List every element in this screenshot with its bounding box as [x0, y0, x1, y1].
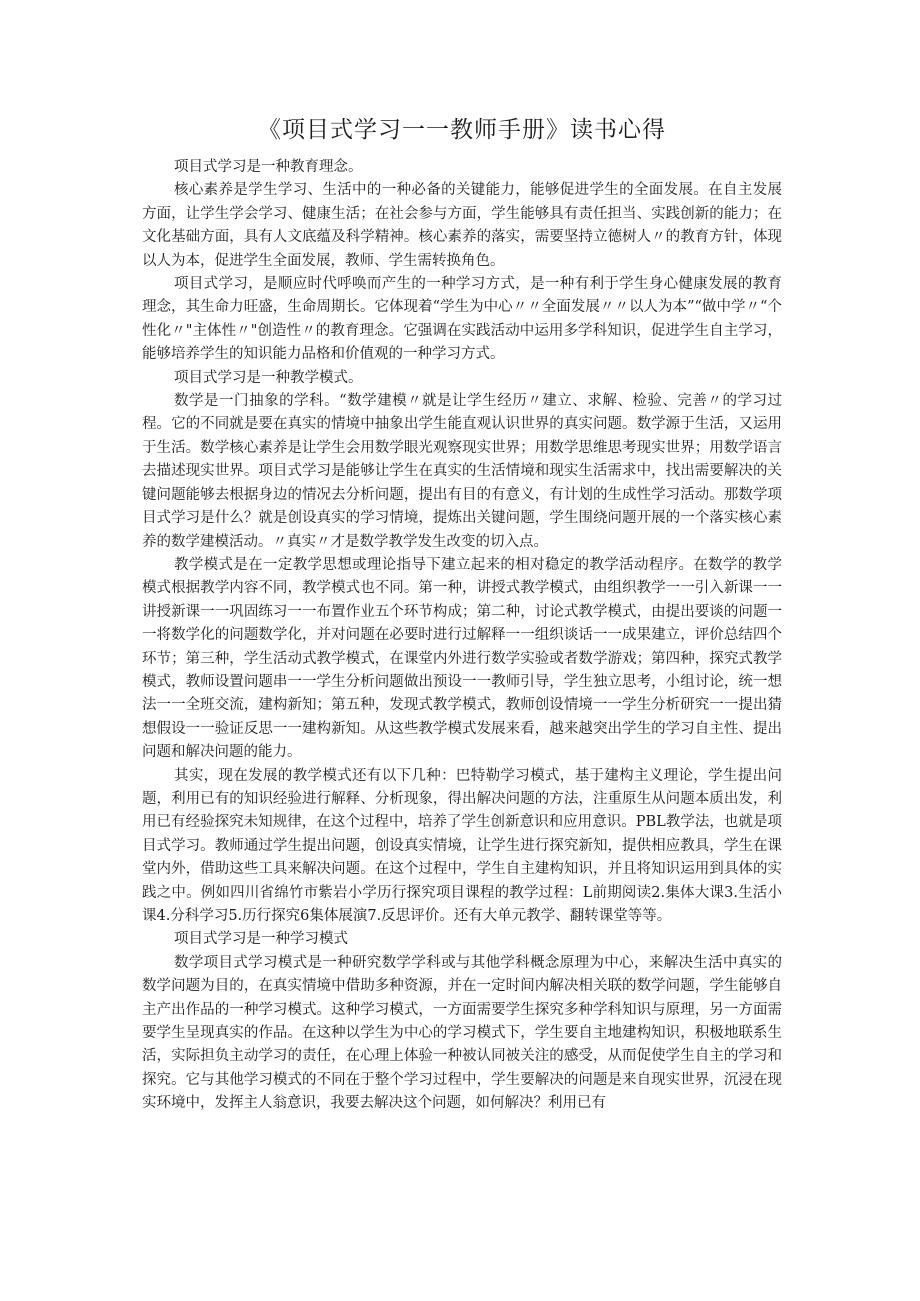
document-title: 《项目式学习一一教师手册》读书心得	[258, 117, 666, 143]
body-paragraph: 其实，现在发展的教学模式还有以下几种：巴特勒学习模式，基于建构主义理论，学生提出问题，利用已有的知识经验进行解释、分析现象，得出解决问题的方法，注重原生从问题本质出发，利用已有经验探究未知规律，在这个过程中，培养了学生创新意识和应用意识。PBL教学法，也就是项目式学习。教师通过学生提出问题，创设真实情境，让学生进行探究新知，提供相应教具，学生在课堂内外，借助这些工具来解决问题。在这个过程中，学生自主建构知识，并且将知识运用到具体的实践之中。例如四川省绵竹市紫岩小学历行探究项目课程的教学过程：L前期阅读2.集体大课3.生活小课4.分科学习5.历行探究6集体展演7.反思评价。还有大单元教学、翻转课堂等等。	[142, 767, 782, 924]
document-page	[142, 112, 782, 1116]
section-heading-teaching-mode: 项目式学习是一种教学模式。	[174, 369, 363, 386]
section-heading-learning-mode: 项目式学习是一种学习模式	[174, 931, 348, 948]
body-paragraph: 项目式学习，是顺应时代呼唤而产生的一种学习方式，是一种有利于学生身心健康发展的教育理念，其生命力旺盛，生命周期长。它体现着“学生为中心〃〃全面发展〃〃以人为本”“做中学〃“个性化〃"主体性〃"创造性〃的教育理念。它强调在实践活动中运用多学科知识，促进学生自主学习，能够培养学生的知识能力品格和价值观的一种学习方式。	[142, 276, 782, 363]
body-paragraph: 教学模式是在一定教学思想或理论指导下建立起来的相对稳定的教学活动程序。在数学的教学模式根据教学内容不同，教学模式也不同。第一种，讲授式教学模式，由组织教学一一引入新课一一讲授新课一一巩固练习一一布置作业五个环节构成；第二种，讨论式教学模式，由提出要谈的问题一一将数学化的问题数学化，并对问题在必要时进行过解释一一组织谈话一一成果建立，评价总结四个环节；第三种，学生活动式教学模式，在课堂内外进行数学实验或者数学游戏；第四种，探究式教学模式，教师设置问题串一一学生分析问题做出预设一一教师引导，学生独立思考，小组讨论，统一想法一一全班交流，建构新知；第五种，发现式教学模式，教师创设情境一一学生分析研究一一提出猜想假设一一验证反思一一建构新知。从这些教学模式发展来看，越来越突出学生的学习自主性、提出问题和解决问题的能力。	[142, 556, 782, 761]
section-heading-education-concept: 项目式学习是一种教育理念。	[174, 159, 363, 175]
body-paragraph: 数学是一门抽象的学科。“数学建模〃就是让学生经历〃建立、求解、检验、完善〃的学习过程。它的不同就是要在真实的情境中抽象出学生能直观认识世界的真实问题。数学源于生活，又运用于生活。数学核心素养是让学生会用数学眼光观察现实世界；用数学思维思考现实世界；用数学语言去描述现实世界。项目式学习是能够让学生在真实的生活情境和现实生活需求中，找出需要解决的关键问题能够去根据身边的情况去分析问题，提出有目的有意义，有计划的生成性学习活动。那数学项目式学习是什么？就是创设真实的学习情境，提炼出关键问题，学生围绕问题开展的一个落实核心素养的数学建模活动。〃真实〃才是数学教学发生改变的切入点。	[142, 393, 782, 550]
body-paragraph: 数学项目式学习模式是一种研究数学学科或与其他学科概念原理为中心，来解决生活中真实的数学问题为目的，在真实情境中借助多种资源，并在一定时间内解决相关联的数学问题，学生能够自主产出作品的一种学习模式。这种学习模式，一方面需要学生探究多种学科知识与原理，另一方面需要学生呈现真实的作品。在这种以学生为中心的学习模式下，学生要自主地建构知识，积极地联系生活，实际担负主动学习的责任，在心理上体验一种被认同被关注的感受，从而促使学生自主的学习和探究。它与其他学习模式的不同在于整个学习过程中，学生要解决的问题是来自现实世界，沉浸在现实环境中，发挥主人翁意识，我要去解决这个问题，如何解决？利用已有	[142, 954, 782, 1112]
body-paragraph: 核心素养是学生学习、生活中的一种必备的关键能力，能够促进学生的全面发展。在自主发展方面，让学生学会学习、健康生活；在社会参与方面，学生能够具有责任担当、实践创新的能力；在文化基础方面，具有人文底蕴及科学精神。核心素养的落实，需要坚持立德树人〃的教育方针，体现以人为本，促进学生全面发展，教师、学生需转换角色。	[142, 182, 782, 269]
